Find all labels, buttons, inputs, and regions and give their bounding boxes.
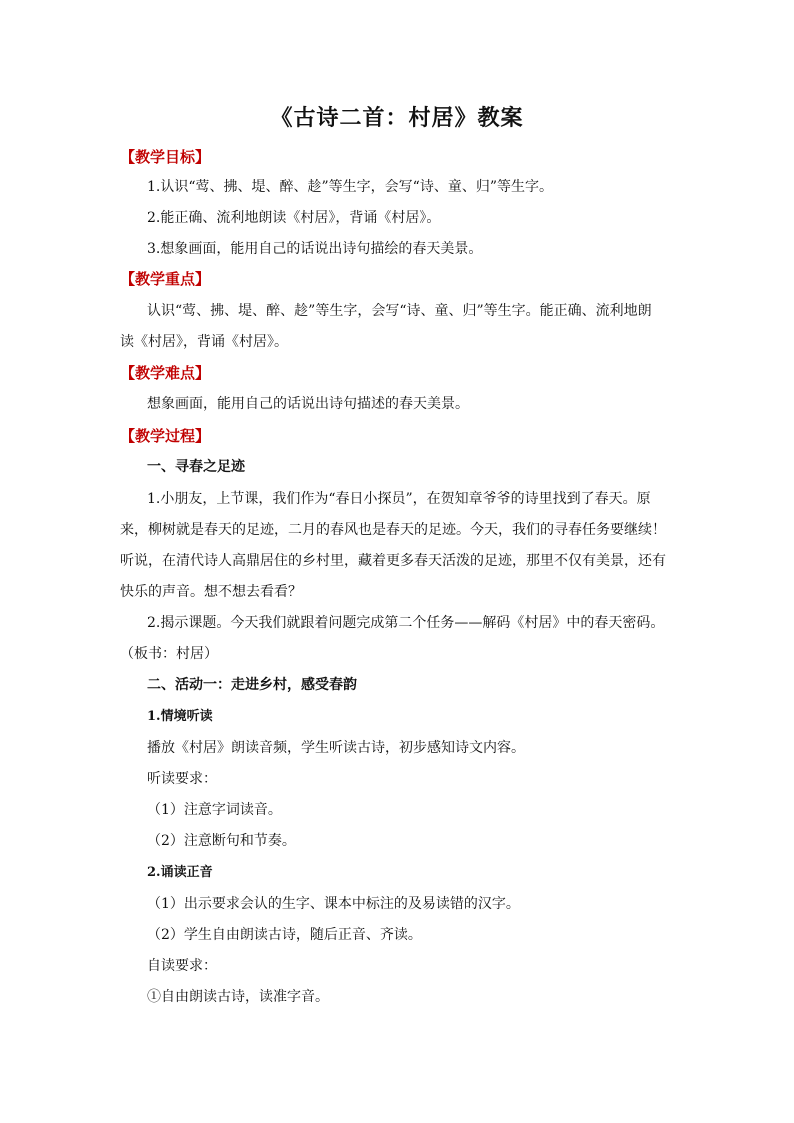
step1-req-item: （1）注意字词读音。 — [147, 802, 282, 818]
heading-difficulties: 【教学难点】 — [120, 364, 211, 382]
step2-item: （2）学生自由朗读古诗，随后正音、齐读。 — [147, 927, 422, 943]
heading-objectives: 【教学目标】 — [120, 148, 211, 166]
step2-req-item: ①自由朗读古诗，读准字音。 — [147, 989, 329, 1005]
step2-title: 2.诵读正音 — [147, 865, 213, 880]
objective-item: 3.想象画面，能用自己的话说出诗句描绘的春天美景。 — [147, 241, 483, 257]
difficulties-text: 想象画面，能用自己的话说出诗句描述的春天美景。 — [147, 396, 469, 412]
paragraph-line: 听说，在清代诗人高鼎居住的乡村里，藏着更多春天活泼的足迹，那里不仅有美景，还有 — [120, 553, 666, 569]
step2-item: （1）出示要求会认的生字、课本中标注的及易读错的汉字。 — [147, 896, 520, 912]
paragraph-line: （板书：村居） — [120, 646, 218, 662]
paragraph-line: 快乐的声音。想不想去看看？ — [120, 584, 302, 600]
paragraph-line: 1.小朋友，上节课，我们作为“春日小探员”，在贺知章爷爷的诗里找到了春天。原 — [147, 491, 651, 507]
page-title: 《古诗二首：村居》教案 — [270, 105, 524, 131]
step2-req-label: 自读要求： — [147, 958, 217, 974]
step1-req-item: （2）注意断句和节奏。 — [147, 833, 296, 849]
paragraph-line: 2.揭示课题。今天我们就跟着问题完成第二个任务——解码《村居》中的春天密码。 — [147, 615, 665, 631]
part1-title: 一、寻春之足迹 — [147, 459, 245, 475]
step1-text: 播放《村居》朗读音频，学生听读古诗，初步感知诗文内容。 — [147, 740, 525, 756]
part2-title: 二、活动一：走进乡村，感受春韵 — [147, 677, 357, 693]
step1-title: 1.情境听读 — [147, 709, 213, 724]
objective-item: 2.能正确、流利地朗读《村居》，背诵《村居》。 — [147, 210, 441, 226]
key-points-line: 认识“莺、拂、堤、醉、趁”等生字，会写“诗、童、归”等生字。能正确、流利地朗 — [147, 303, 652, 319]
heading-key-points: 【教学重点】 — [120, 270, 211, 288]
key-points-line: 读《村居》，背诵《村居》。 — [120, 334, 288, 350]
objective-item: 1.认识“莺、拂、堤、醉、趁”等生字，会写“诗、童、归”等生字。 — [147, 179, 553, 195]
paragraph-line: 来，柳树就是春天的足迹，二月的春风也是春天的足迹。今天，我们的寻春任务要继续！ — [120, 522, 666, 538]
heading-process: 【教学过程】 — [120, 427, 211, 445]
step1-req-label: 听读要求： — [147, 771, 217, 787]
